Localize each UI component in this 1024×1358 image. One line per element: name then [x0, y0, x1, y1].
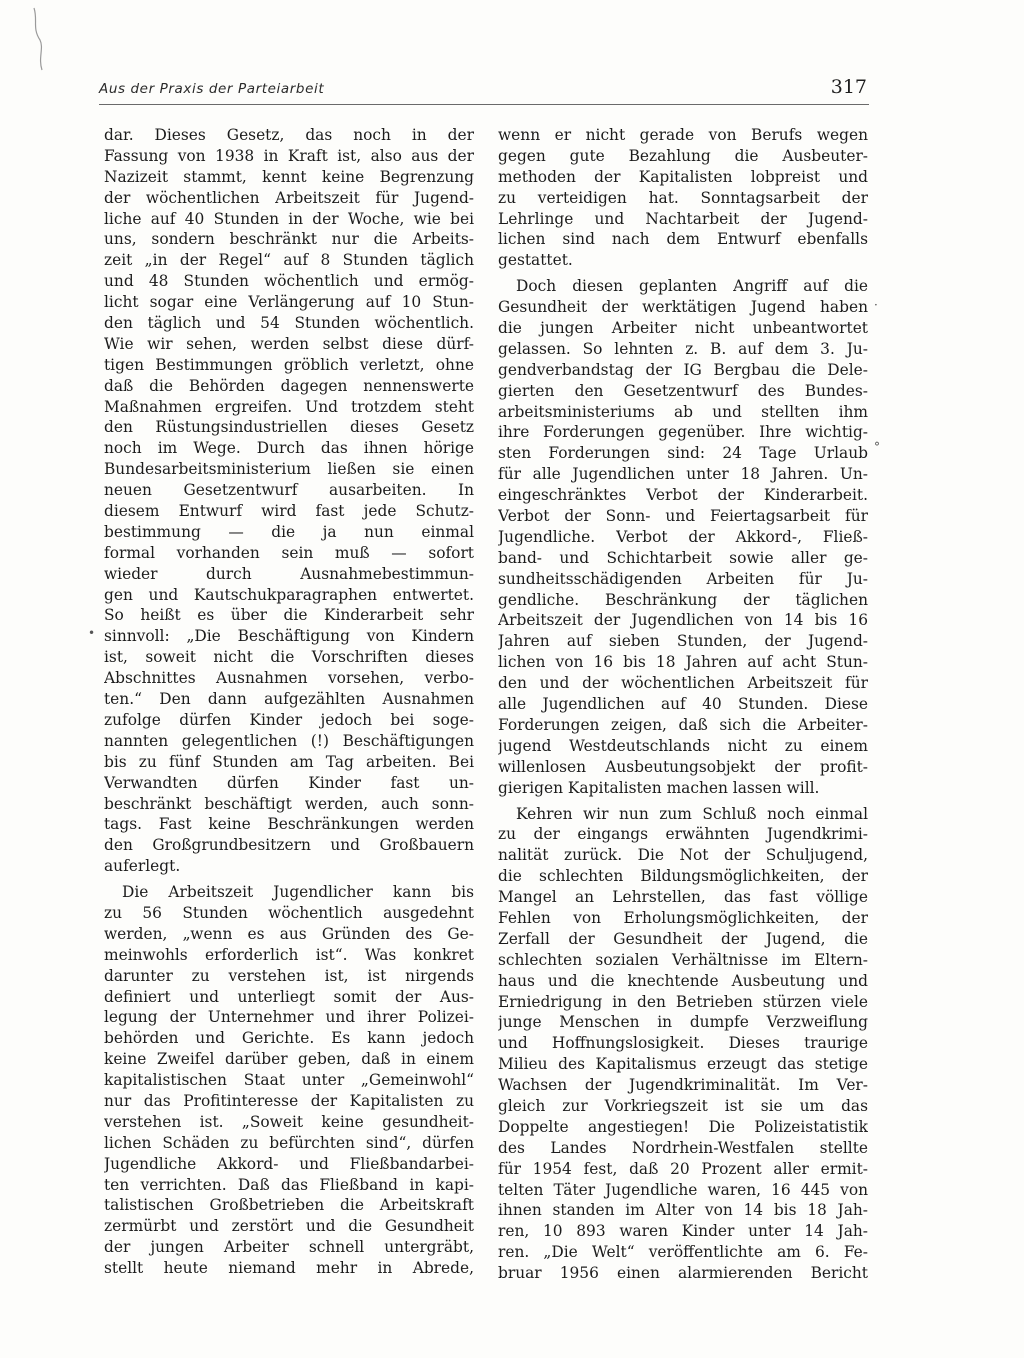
text-line: zu der eingangs erwähnten Jugendkrimi-	[498, 825, 868, 844]
text-line: Jugendliche. Verbot der Akkord-, Fließ-	[498, 527, 868, 546]
text-line: nalität zurück. Die Not der Schuljugend,	[498, 846, 868, 865]
margin-dot: °	[874, 440, 880, 454]
text-line: zu 56 Stunden wöchentlich ausgedehnt	[104, 903, 474, 922]
text-line: ihre Forderungen gegenüber. Ihre wichtig-	[498, 423, 868, 442]
text-line: Wie wir sehen, werden selbst diese dürf-	[104, 334, 474, 353]
header-rule	[99, 104, 869, 105]
text-line: Forderungen zeigen, daß sich die Arbeiter-	[498, 715, 868, 734]
text-line: Arbeitszeit der Jugendlichen von 14 bis 16	[498, 611, 868, 630]
text-line: und 48 Stunden wöchentlich und ermög-	[104, 272, 474, 291]
text-line: auferlegt.	[104, 857, 181, 876]
text-line: jugend Westdeutschlands nicht zu einem	[498, 736, 868, 755]
text-line: schlechten sozialen Verhältnisse im Eltern-	[498, 950, 868, 969]
text-line: methoden der Kapitalisten lobpreist und	[498, 167, 868, 186]
text-line: ten verrichten. Daß das Fließband in kapi-	[104, 1175, 474, 1194]
text-line: den täglich und 54 Stunden wöchentlich.	[104, 314, 474, 333]
text-line: noch im Wege. Durch das ihnen hörige	[104, 439, 474, 458]
text-line: ihnen standen im Alter von 14 bis 18 Jah-	[498, 1201, 868, 1220]
scan-margin-mark	[28, 6, 50, 76]
text-line: Kehren wir nun zum Schluß noch einmal	[516, 804, 868, 823]
text-line: wenn er nicht gerade von Berufs wegen	[498, 126, 868, 144]
text-line: darunter zu verstehen ist, ist nirgends	[104, 966, 474, 985]
text-line: für 1954 fest, daß 20 Prozent aller ermit-	[498, 1159, 868, 1178]
text-line: junge Menschen in dumpfe Verzweiflung	[498, 1013, 868, 1032]
running-head: Aus der Praxis der Parteiarbeit	[99, 81, 325, 97]
left-text-column	[104, 125, 474, 1279]
text-line: lichen von 16 bis 18 Jahren auf acht Stun-	[498, 653, 868, 672]
text-line: Verwandten dürfen Kinder fast un-	[104, 773, 474, 792]
text-line: Wachsen der Jugendkriminalität. Im Ver-	[498, 1076, 868, 1095]
text-line: der jungen Arbeiter schnell untergräbt,	[104, 1238, 474, 1257]
text-line: diesem Entwurf wird fast jede Schutz-	[104, 502, 474, 521]
text-line: kapitalistischen Staat unter „Gemeinwohl“	[104, 1071, 474, 1090]
text-line: Fassung von 1938 in Kraft ist, also aus der	[104, 146, 474, 165]
text-line: daß die Behörden dagegen nennenswerte	[104, 376, 474, 395]
text-line: die jungen Arbeiter nicht unbeantwortet	[498, 319, 868, 338]
text-line: den Großgrundbesitzern und Großbauern	[104, 836, 474, 855]
text-line: Jugendliche Akkord- und Fließbandarbei-	[104, 1154, 474, 1173]
text-line: uns, sondern beschränkt nur die Arbeits-	[104, 230, 474, 249]
text-line: und Hoffnungslosigkeit. Dieses traurige	[498, 1034, 868, 1053]
text-line: band- und Schichtarbeit sowie aller ge-	[498, 548, 868, 567]
margin-dot: •	[88, 626, 96, 640]
text-line: gendverbandstag der IG Bergbau die Dele-	[498, 360, 868, 379]
text-line: tigen Bestimmungen gröblich verletzt, ohne	[104, 355, 474, 374]
text-line: eingeschränktes Verbot der Kinderarbeit.	[498, 486, 868, 505]
text-line: werden, „wenn es aus Gründen des Ge-	[104, 924, 474, 943]
text-line: der wöchentlichen Arbeitszeit für Jugend-	[104, 188, 474, 207]
text-line: bruar 1956 einen alarmierenden Bericht	[498, 1264, 868, 1283]
text-line: behörden und Gerichte. Es kann jedoch	[104, 1029, 474, 1048]
text-line: zufolge dürfen Kinder jedoch bei soge-	[104, 710, 474, 729]
text-line: licht sogar eine Verlängerung auf 10 Stun-	[104, 293, 474, 312]
text-line: verstehen ist. „Soweit keine gesundheit-	[104, 1112, 474, 1131]
text-line: gelassen. So lehnten z. B. auf dem 3. Ju-	[498, 339, 868, 358]
text-line: arbeitsministeriums ab und stellten ihm	[498, 402, 868, 421]
text-line: wieder durch Ausnahmebestimmun-	[104, 564, 474, 583]
text-line: neuen Gesetzentwurf ausarbeiten. In	[104, 481, 474, 500]
text-line: Maßnahmen ergreifen. Und trotzdem steht	[104, 397, 474, 416]
text-line: Bundesarbeitsministerium ließen sie einen	[104, 460, 474, 479]
text-line: tags. Fast keine Beschränkungen werden	[104, 815, 474, 834]
text-line: gleich zur Vorkriegszeit ist sie um das	[498, 1096, 868, 1115]
text-line: ren, 10 893 waren Kinder unter 14 Jah-	[498, 1222, 868, 1241]
text-line: ten.“ Den dann aufgezählten Ausnahmen	[104, 690, 474, 709]
text-line: ist, soweit nicht die Vorschriften dieses	[104, 648, 474, 667]
text-line: willenlosen Ausbeutungsobjekt der profit-	[498, 757, 868, 776]
text-line: den und der wöchentlichen Arbeitszeit für	[498, 674, 868, 693]
text-line: Fehlen von Erholungsmöglichkeiten, der	[498, 908, 868, 927]
text-line: meinwohls erforderlich ist“. Was konkret	[104, 945, 474, 964]
text-line: den Rüstungsindustriellen dieses Gesetz	[104, 418, 474, 437]
page-header	[99, 76, 869, 100]
text-line: gen und Kautschukparagraphen entwertet.	[104, 585, 474, 604]
text-line: dar. Dieses Gesetz, das noch in der	[104, 126, 474, 144]
text-line: gierten den Gesetzentwurf des Bundes-	[498, 381, 868, 400]
text-line: talistischen Großbetrieben die Arbeitskraft	[104, 1196, 474, 1215]
text-line: für alle Jugendlichen unter 18 Jahren. Un-	[498, 465, 868, 484]
text-line: Lehrlinge und Nachtarbeit der Jugend-	[498, 209, 868, 228]
text-line: nur das Profitinteresse der Kapitalisten zu	[104, 1091, 474, 1110]
text-line: definiert und unterliegt somit der Aus-	[104, 987, 474, 1006]
text-line: Mangel an Lehrstellen, das fast völlige	[498, 888, 868, 907]
text-line: gierigen Kapitalisten machen lassen will.	[498, 778, 820, 797]
text-line: lichen Schäden zu befürchten sind“, dürfen	[104, 1133, 474, 1152]
text-line: die schlechten Bildungsmöglichkeiten, der	[498, 867, 868, 886]
text-line: Erniedrigung in den Betrieben stürzen viele	[498, 992, 868, 1011]
text-line: nannten gelegentlichen (!) Beschäftigungen	[104, 731, 474, 750]
text-line: ren. „Die Welt“ veröffentlichte am 6. Fe-	[498, 1243, 868, 1262]
text-line: telten Täter Jugendliche waren, 16 445 von	[498, 1180, 868, 1199]
text-line: alle Jugendlichen auf 40 Stunden. Diese	[498, 695, 868, 714]
page-number: 317	[830, 76, 867, 98]
text-line: sten Forderungen sind: 24 Tage Urlaub	[498, 444, 868, 463]
text-line: bestimmung — die ja nun einmal	[104, 522, 474, 541]
text-line: sinnvoll: „Die Beschäftigung von Kindern	[104, 627, 474, 646]
margin-dot: ·	[874, 298, 878, 312]
text-line: haus und die knechtende Ausbeutung und	[498, 971, 868, 990]
text-line: Nazizeit stammt, kennt keine Begrenzung	[104, 167, 474, 186]
text-line: legung der Unternehmer und ihrer Polizei-	[104, 1008, 474, 1027]
text-line: keine Zweifel darüber geben, daß in einem	[104, 1050, 474, 1069]
text-line: zu verteidigen hat. Sonntagsarbeit der	[498, 188, 868, 207]
text-line: des Landes Nordrhein-Westfalen stellte	[498, 1138, 868, 1157]
text-line: Die Arbeitszeit Jugendlicher kann bis	[122, 883, 474, 902]
text-line: zeit „in der Regel“ auf 8 Stunden täglich	[104, 251, 474, 270]
text-line: bis zu fünf Stunden am Tag arbeiten. Bei	[104, 752, 474, 771]
text-line: Gesundheit der werktätigen Jugend haben	[498, 298, 868, 317]
text-line: Jahren auf sieben Stunden, der Jugend-	[498, 632, 868, 651]
text-line: Milieu des Kapitalismus erzeugt das stetige	[498, 1055, 868, 1074]
text-line: Abschnittes Ausnahmen vorsehen, verbo-	[104, 669, 474, 688]
text-line: Zerfall der Gesundheit der Jugend, die	[498, 929, 868, 948]
right-text-column	[498, 125, 868, 1284]
text-line: liche auf 40 Stunden in der Woche, wie bei	[104, 209, 474, 228]
text-line: Doch diesen geplanten Angriff auf die	[516, 277, 868, 296]
text-line: formal vorhanden sein muß — sofort	[104, 543, 474, 562]
text-line: gegen gute Bezahlung die Ausbeuter-	[498, 146, 868, 165]
text-line: Doppelte angestiegen! Die Polizeistatistik	[498, 1117, 868, 1136]
text-line: So heißt es über die Kinderarbeit sehr	[104, 606, 474, 625]
text-line: beschränkt beschäftigt werden, auch sonn-	[104, 794, 474, 813]
text-line: sundheitsschädigenden Arbeiten für Ju-	[498, 569, 868, 588]
text-line: gestattet.	[498, 251, 573, 270]
text-line: Verbot der Sonn- und Feiertagsarbeit für	[498, 507, 868, 526]
text-line: gendliche. Beschränkung der täglichen	[498, 590, 868, 609]
text-line: stellt heute niemand mehr in Abrede,	[104, 1259, 474, 1278]
text-line: lichen sind nach dem Entwurf ebenfalls	[498, 230, 868, 249]
text-line: zermürbt und zerstört und die Gesundheit	[104, 1217, 474, 1236]
